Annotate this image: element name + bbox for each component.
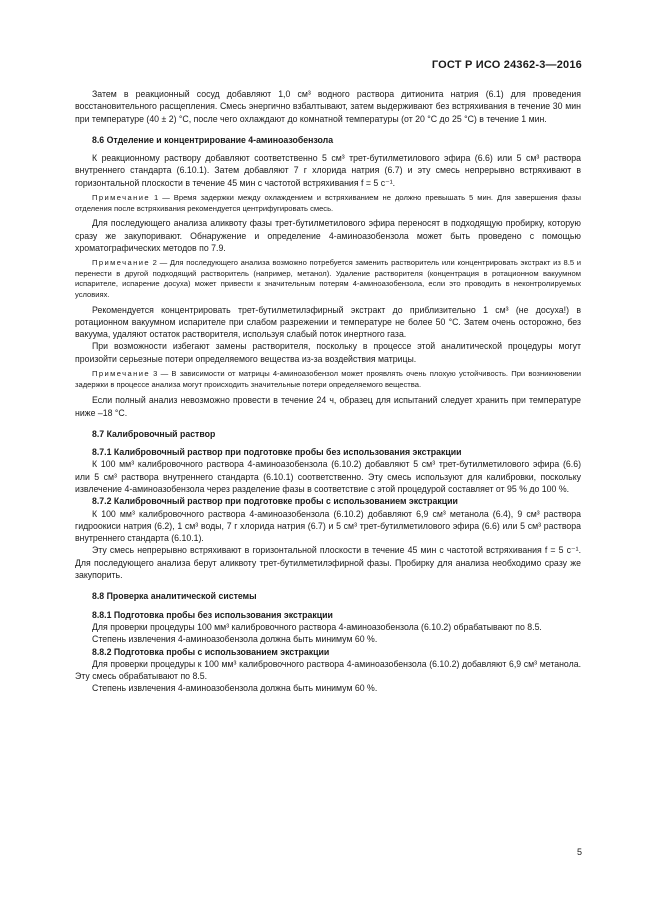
note-text: 2 — Для последующего анализа возможно потребуется заменить растворитель или концентрировать экстракт из 8.5 и перенести в другой подходящий растворитель (например, метанол). Удаление растворителя (концентрация в ротационном вакуумном испарителе, испарение досуха) может привести к значительным потерям 4-аминоазобензола, если это проводить в неконтролируемых условиях. <box>75 258 581 299</box>
paragraph-calibration-1: К 100 мм³ калибровочного раствора 4-аминоазобензола (6.10.2) добавляют 5 см³ трет-бутилметилового эфира (6.6) или 5 см³ раствора внутреннего стандарта (6.10.1) соответственно. Эту смесь используют для калибровки, поскольку извлечение 4-аминоазобензола через разделение фазы в соответствие с этой процедурой составляет от 95 % до 100 %. <box>75 459 581 494</box>
paragraph-calibration-2: К 100 мм³ калибровочного раствора 4-аминоазобензола (6.10.2) добавляют 6,9 см³ метанола (6.4), 9 см³ раствора гидроокиси натрия (6.2), 1 см³ воды, 7 г хлорида натрия (6.7) и 5 см³ трет-бутилметилового эфира (6.6) или 5 см³ раствора внутреннего стандарта (6.10.1). <box>75 508 581 544</box>
paragraph-solvent: При возможности избегают замены растворителя, поскольку в процессе этой аналитической процедуры могут произойти серьезные потери определяемого вещества из-за воздействия матрицы. <box>75 341 581 364</box>
paragraph-concentration: Рекомендуется концентрировать трет-бутилметилэфирный экстракт до приблизительно 1 см³ (не досуха!) в ротационном вакуумном испарителе при слабом разрежении и температуре не более 50 °С. Затем очень осторожно, без вакуума, удаляют остаток растворителя, используя слабый поток инертного газа. <box>75 304 581 340</box>
document-body <box>75 88 581 695</box>
paragraph-check-2: Для проверки процедуры к 100 мм³ калибровочного раствора 4-аминоазобензола (6.10.2) добавляют 6,9 см³ метанола. Эту смесь обрабатывают по 8.5. <box>75 658 581 682</box>
subsection-heading-8-8-1: 8.8.1 Подготовка пробы без использования экстракции <box>92 609 333 620</box>
paragraph-extraction: К реакционному раствору добавляют соответственно 5 см³ трет-бутилметилового эфира (6.6) или 5 см³ раствора внутреннего стандарта (6.10.1). Затем добавляют 7 г хлорида натрия (6.7) и эту смесь непрерывно встряхивают в горизонтальной плоскости в течение 45 мин с частотой встряхивания f = 5 с⁻¹. <box>75 153 581 188</box>
paragraph-recovery-1: Степень извлечения 4-аминоазобензола должна быть минимум 60 %. <box>92 634 378 645</box>
paragraph-reduction: Затем в реакционный сосуд добавляют 1,0 см³ водного раствора дитионита натрия (6.1) для проведения восстановительного расщепления. Смесь энергично взбалтывают, затем выдерживают без встряхивания в течение 30 мин при температуре (40 ± 2) °С, после чего охлаждают до комнатной температуры (от 20 °С до 25 °С) в течение 1 мин. <box>75 89 581 124</box>
subsection-heading-8-7-1: 8.7.1 Калибровочный раствор при подготовке пробы без использования экстракции <box>92 447 462 458</box>
paragraph-check-1: Для проверки процедуры 100 мм³ калибровочного раствора 4-аминоазобензола (6.10.2) обрабатывают по 8.5. <box>92 621 542 632</box>
standard-header: ГОСТ Р ИСО 24362-3—2016 <box>431 59 582 71</box>
note-1 <box>75 193 581 214</box>
paragraph-aliquot: Для последующего анализа аликвоту фазы трет-бутилметилового эфира переносят в подходящую пробирку, которую сразу же закупоривают. Обнаружение и определение 4-аминоазобензола может быть проведено с помощью хроматографических методов по 7.9. <box>75 218 581 253</box>
note-text: 1 — Время задержки между охлаждением и встряхиванием не должно превышать 5 мин. Для завершения фазы отделения после встряхивания рекомендуется центрифугировать смесь. <box>75 193 581 213</box>
paragraph-recovery-2: Степень извлечения 4-аминоазобензола должна быть минимум 60 %. <box>92 683 378 694</box>
page-number: 5 <box>576 847 582 857</box>
note-label: Примечание <box>92 369 150 379</box>
paragraph-calibration-3: Эту смесь непрерывно встряхивают в горизонтальной плоскости в течение 45 мин с частотой встряхивания f = 5 с⁻¹. Для последующего анализа берут аликвоту трет-бутилметилэфирной фазы. Пробирку для анализа необходимо сразу же закупорить. <box>75 545 581 581</box>
subsection-heading-8-8-2: 8.8.2 Подготовка пробы с использованием экстракции <box>92 646 330 657</box>
note-label: Примечание <box>92 258 150 268</box>
paragraph-storage: Если полный анализ невозможно провести в течение 24 ч, образец для испытаний следует хранить при температуре ниже –18 °С. <box>75 395 581 418</box>
note-text: 3 — В зависимости от матрицы 4-аминоазобензол может проявлять очень плохую устойчивость. При возникновении задержки в процессе анализа могут происходить значительные потери определяемого вещества. <box>75 369 581 389</box>
subsection-heading-8-7-2: 8.7.2 Калибровочный раствор при подготовке пробы с использованием экстракции <box>92 496 458 507</box>
note-2 <box>75 258 581 300</box>
section-heading-8-6: 8.6 Отделение и концентрирование 4-аминоазобензола <box>92 134 334 145</box>
section-heading-8-8: 8.8 Проверка аналитической системы <box>92 591 257 602</box>
note-label: Примечание <box>92 193 150 203</box>
section-heading-8-7: 8.7 Калибровочный раствор <box>92 428 216 439</box>
note-3 <box>75 369 581 390</box>
